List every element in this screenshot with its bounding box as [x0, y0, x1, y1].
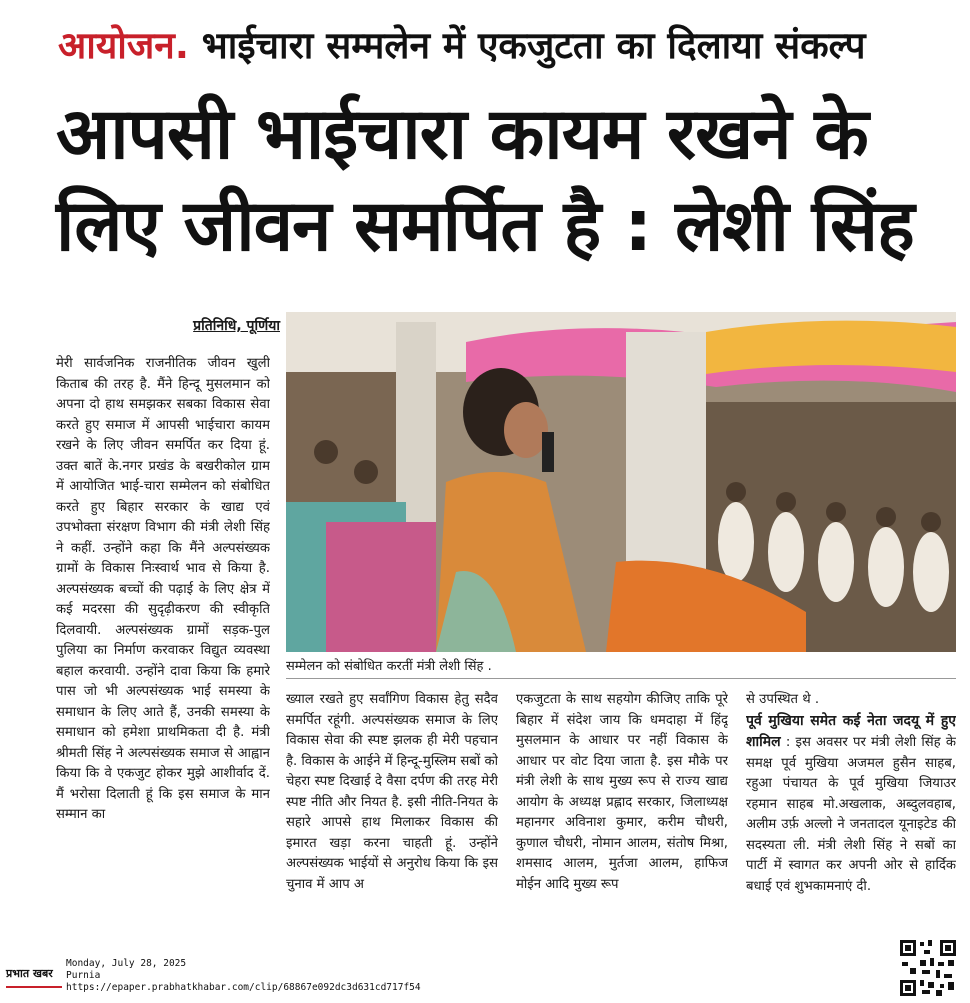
kicker	[58, 20, 958, 72]
photo-caption: सम्मेलन को संबोधित करतीं मंत्री लेशी सिंह .	[286, 656, 956, 679]
qr-code-icon[interactable]	[898, 938, 958, 998]
column-4-body: : इस अवसर पर मंत्री लेशी सिंह के समक्ष पूर्व मुखिया अजमल हुसैन साहब, रहुआ पंचायत के पूर्व मुखिया जियाउर रहमान साहब मो.अखलाक, अब्दुलवहाब, अलीम उर्फ़ अल्लो ने जनतादल यूनाइटेड की सदस्यता ली. मंत्री लेशी सिंह ने सबों का पार्टी में स्वागत कर अपनी ओर से हार्दिक बधाई एवं शुभकामनाएं दी.	[746, 735, 956, 894]
clip-date: Monday, July 28, 2025	[66, 958, 187, 969]
headline-line-1: आपसी भाईचारा कायम रखने के	[56, 92, 868, 175]
photo-illustration	[286, 312, 956, 652]
newspaper-logo: प्रभात खबर	[6, 966, 62, 988]
column-4-subhead: पूर्व मुखिया समेत कई नेता जदयू में हुए शामिल	[746, 712, 956, 750]
headline-line-2: लिए जीवन समर्पित है : लेशी सिंह	[56, 184, 914, 267]
kicker-label: आयोजन.	[58, 24, 189, 67]
clip-edition: Purnia	[66, 970, 101, 981]
article-photo	[286, 312, 956, 652]
headline	[56, 88, 962, 272]
byline: प्रतिनिधि, पूर्णिया	[193, 318, 280, 334]
article-column-2: ख्याल रखते हुए सर्वांगिण विकास हेतु सदैव समर्पित रहूंगी. अल्पसंख्यक समाज के लिए विकास सेवा की स्पष्ट झलक ही मेरी पहचान है. विकास के आईने में हिन्दू-मुस्लिम सबों को चेहरा स्पष्ट दिखाई दे वैसा दर्पण की तरह मेरी स्पष्ट नीति और नियत है. इसी नीति-नियत के सहारे आपसे हाथ मिलाकर विकास की इमारत खड़ा करना चाहती हूं. उन्होंने अल्पसंख्यक भाईयों से अनुरोध किया कि इस चुनाव में आप अ	[286, 692, 498, 892]
kicker-text: भाईचारा सम्मलेन में एकजुटता का दिलाया संकल्प	[201, 24, 866, 67]
article-column-4	[746, 690, 956, 948]
article-column-3: एकजुटता के साथ सहयोग कीजिए ताकि पूरे बिहार में संदेश जाय कि धमदाहा में हिंदू मुसलमान के आधार पर नहीं विकास के आधार पर वोट दिया जाता है. इस मौके पर मंत्री लेशी के साथ मुख्य रूप से राज्य खाद्य आयोग के अध्यक्ष प्रह्लाद सरकार, जिलाध्यक्ष महानगर अविनाश कुमार, करीम चौधरी, कुणाल चौधरी, नोमान आलम, संतोष मिश्रा, शमसाद आलम, मुर्तजा आलम, हाफिज मोईन आदि मुख्य रूप	[516, 692, 728, 892]
clip-metadata	[66, 958, 486, 998]
column-4-intro: से उपस्थित थे .	[746, 692, 820, 707]
article-column-1: मेरी सार्वजनिक राजनीतिक जीवन खुली किताब की तरह है. मैंने हिन्दू मुसलमान को अपना दो हाथ समझकर सबका विकास सेवा करते हुए समाज में आपसी भाईचारा कायम रखने के लिए जीवन समर्पित कर दिया हूं. उक्त बातें के.नगर प्रखंड के बखरीकोल ग्राम में आयोजित भाई-चारा सम्मेलन को संबोधित करते हुए बिहार सरकार के खाद्य एवं उपभोक्ता संरक्षण विभाग की मंत्री लेशी सिंह ने कहीं. उन्होंने कहा कि मैंने अल्पसंख्यक ग्रामों के विकास निःस्वार्थ भाव से किया है. अल्पसंख्यक बच्चों की पढ़ाई के लिए क्षेत्र में कई मदरसा की सुदृढ़ीकरण की स्वीकृति दिलवायी. अल्पसंख्यक ग्रामों सड़क-पुल पुलिया का निर्माण करवाकर विद्युत व्यवस्था बहाल करवायी. उन्होंने दावा किया कि हमारे पास जो भी अल्पसंख्यक भाई समस्या के समाधान के लिए आते हैं, उनकी समस्या के समाधान को हमेशा प्राथमिकता दी है. मंत्री श्रीमती सिंह ने अल्पसंख्यक समाज से आह्वान किया कि वे एकजुट होकर मुझे आशीर्वाद दें. मैं भरोसा दिलाती हूं कि इस समाज के मान सम्मान का	[56, 356, 270, 822]
clip-url[interactable]: https://epaper.prabhatkhabar.com/clip/68867e092dc3d631cd717f54	[66, 982, 421, 993]
